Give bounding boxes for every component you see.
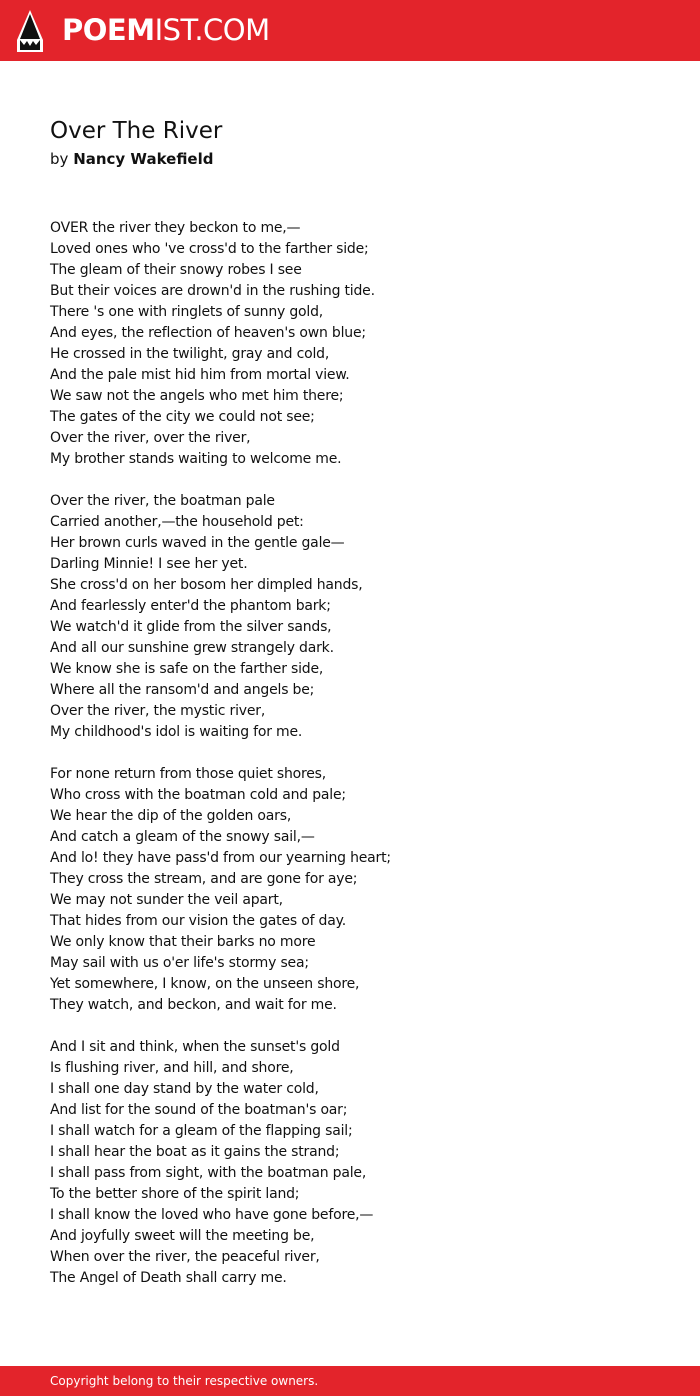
poem-line: And eyes, the reflection of heaven's own blue; bbox=[50, 325, 366, 341]
copyright-text: Copyright belong to their respective owners. bbox=[50, 1374, 319, 1388]
poem-stanza bbox=[50, 491, 650, 743]
poem-line: Over the river, the boatman pale bbox=[50, 493, 275, 509]
poem-stanza bbox=[50, 1037, 650, 1289]
poem-line: For none return from those quiet shores, bbox=[50, 766, 327, 782]
poem-line: The gates of the city we could not see; bbox=[50, 409, 315, 425]
site-logo[interactable] bbox=[62, 12, 270, 48]
poem-line: I shall know the loved who have gone before,— bbox=[50, 1207, 374, 1223]
by-label: by bbox=[50, 150, 69, 168]
poem-line: And the pale mist hid him from mortal view. bbox=[50, 367, 350, 383]
poem-line: I shall one day stand by the water cold, bbox=[50, 1081, 319, 1097]
site-header bbox=[0, 0, 700, 61]
poem-line: And fearlessly enter'd the phantom bark; bbox=[50, 598, 331, 614]
poem-line: Over the river, the mystic river, bbox=[50, 703, 266, 719]
poem-line: Loved ones who 've cross'd to the farther side; bbox=[50, 241, 369, 257]
poem-line: Where all the ransom'd and angels be; bbox=[50, 682, 315, 698]
poem-line: My childhood's idol is waiting for me. bbox=[50, 724, 303, 740]
poem-line: The gleam of their snowy robes I see bbox=[50, 262, 302, 278]
poem-line: That hides from our vision the gates of day. bbox=[50, 913, 346, 929]
poem-line: We watch'd it glide from the silver sands, bbox=[50, 619, 332, 635]
poem-line: But their voices are drown'd in the rushing tide. bbox=[50, 283, 375, 299]
site-footer bbox=[0, 1366, 700, 1396]
brand-light-text: IST.COM bbox=[154, 13, 270, 47]
poem-line: May sail with us o'er life's stormy sea; bbox=[50, 955, 309, 971]
poem-byline bbox=[50, 148, 213, 170]
pencil-tip-icon[interactable] bbox=[17, 10, 43, 52]
poem-line: They watch, and beckon, and wait for me. bbox=[50, 997, 337, 1013]
poem-line: And catch a gleam of the snowy sail,— bbox=[50, 829, 315, 845]
poem-line: They cross the stream, and are gone for aye; bbox=[50, 871, 358, 887]
poem-line: I shall pass from sight, with the boatman pale, bbox=[50, 1165, 367, 1181]
poem-line: When over the river, the peaceful river, bbox=[50, 1249, 320, 1265]
poem-line: We know she is safe on the farther side, bbox=[50, 661, 324, 677]
poem-title: Over The River bbox=[50, 118, 223, 144]
poem-line: There 's one with ringlets of sunny gold, bbox=[50, 304, 324, 320]
poem-line: Her brown curls waved in the gentle gale— bbox=[50, 535, 345, 551]
poem-line: OVER the river they beckon to me,— bbox=[50, 220, 301, 236]
poem-line: And joyfully sweet will the meeting be, bbox=[50, 1228, 315, 1244]
poem-line: And lo! they have pass'd from our yearning heart; bbox=[50, 850, 391, 866]
poem-line: Darling Minnie! I see her yet. bbox=[50, 556, 248, 572]
poem-line: Who cross with the boatman cold and pale; bbox=[50, 787, 346, 803]
poem-line: I shall watch for a gleam of the flapping sail; bbox=[50, 1123, 353, 1139]
poem-author: Nancy Wakefield bbox=[73, 150, 214, 168]
poem-line: He crossed in the twilight, gray and cold, bbox=[50, 346, 330, 362]
poem-line: And list for the sound of the boatman's oar; bbox=[50, 1102, 348, 1118]
poem-line: She cross'd on her bosom her dimpled hands, bbox=[50, 577, 363, 593]
poem-line: Carried another,—the household pet: bbox=[50, 514, 304, 530]
brand-bold-text: POEM bbox=[62, 13, 155, 47]
poem-line: We hear the dip of the golden oars, bbox=[50, 808, 292, 824]
poem-line: We saw not the angels who met him there; bbox=[50, 388, 344, 404]
poem-line: Is flushing river, and hill, and shore, bbox=[50, 1060, 294, 1076]
poem-stanza bbox=[50, 764, 650, 1016]
poem-line: Over the river, over the river, bbox=[50, 430, 251, 446]
poem-stanza bbox=[50, 218, 650, 470]
poem-line: We only know that their barks no more bbox=[50, 934, 316, 950]
poem-line: And all our sunshine grew strangely dark. bbox=[50, 640, 334, 656]
poem-line: To the better shore of the spirit land; bbox=[50, 1186, 300, 1202]
poem-line: And I sit and think, when the sunset's gold bbox=[50, 1039, 340, 1055]
poem-line: We may not sunder the veil apart, bbox=[50, 892, 283, 908]
poem-line: I shall hear the boat as it gains the strand; bbox=[50, 1144, 340, 1160]
poem-line: The Angel of Death shall carry me. bbox=[50, 1270, 287, 1286]
poem-line: My brother stands waiting to welcome me. bbox=[50, 451, 342, 467]
poem-body bbox=[50, 218, 650, 1310]
poem-line: Yet somewhere, I know, on the unseen shore, bbox=[50, 976, 360, 992]
